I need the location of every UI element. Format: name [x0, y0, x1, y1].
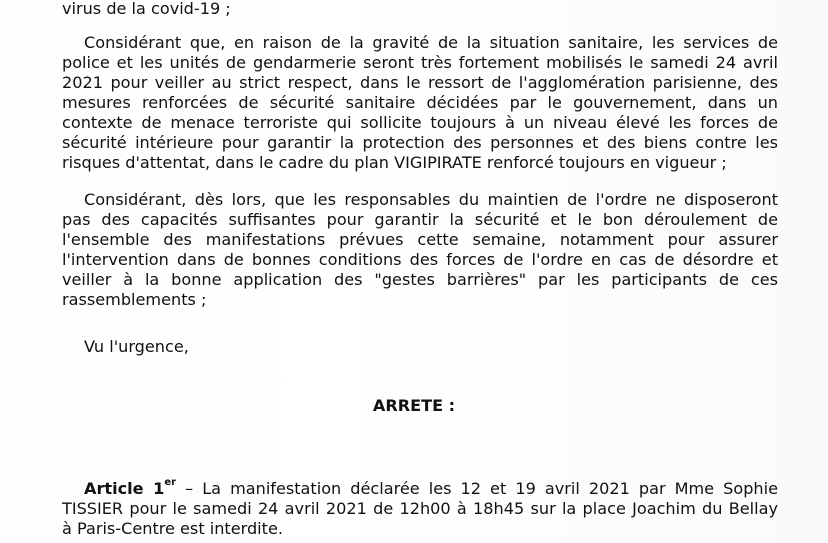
paragraph-line: l'intervention dans de bonnes conditions des forces de l'ordre en cas de désordre et — [62, 250, 778, 269]
paragraph-line: police et les unités de gendarmerie seront très fortement mobilisés le samedi 24 avril — [62, 53, 778, 72]
article-1-line-3: à Paris-Centre est interdite. — [62, 519, 283, 538]
paragraph-line: rassemblements ; — [62, 290, 207, 309]
urgency-line: Vu l'urgence, — [84, 337, 189, 356]
paragraph-line: 2021 pour veiller au strict respect, dans le ressort de l'agglomération parisienne, des — [62, 73, 778, 92]
paragraph-line: contexte de menace terroriste qui sollicite toujours à un niveau élevé les forces de — [62, 113, 778, 132]
arrete-heading: ARRETE : — [372, 396, 456, 415]
article-1-line-1 — [62, 479, 778, 499]
paragraph-line: Considérant, dès lors, que les responsables du maintien de l'ordre ne disposeront — [84, 190, 778, 209]
urgency-paragraph — [62, 337, 778, 357]
intro-fragment — [62, 0, 778, 19]
paragraph-line: veiller à la bonne application des "gestes barrières" par les participants de ces — [62, 270, 778, 289]
considerant-paragraph-1 — [62, 33, 778, 173]
paragraph-line: Considérant que, en raison de la gravité de la situation sanitaire, les services de — [84, 33, 778, 52]
paragraph-line: risques d'attentat, dans le cadre du plan VIGIPIRATE renforcé toujours en vigueur ; — [62, 153, 727, 172]
article-label-text: Article 1 — [84, 479, 165, 498]
paragraph-line: sécurité intérieure pour garantir la protection des personnes et des biens contre les — [62, 133, 778, 152]
article-1-label — [84, 479, 176, 498]
article-label-sup: er — [164, 477, 177, 488]
article-dash: – — [185, 479, 194, 498]
article-1-text: La manifestation déclarée les 12 et 19 avril 2021 par Mme Sophie — [202, 479, 778, 498]
considerant-paragraph-2 — [62, 190, 778, 310]
paragraph-line: l'ensemble des manifestations prévues cette semaine, notamment pour assurer — [62, 230, 778, 249]
intro-line: virus de la covid-19 ; — [62, 0, 231, 18]
article-1-line-2: TISSIER pour le samedi 24 avril 2021 de 12h00 à 18h45 sur la place Joachim du Bellay — [62, 499, 778, 518]
paragraph-line: pas des capacités suffisantes pour garantir la sécurité et le bon déroulement de — [62, 210, 778, 229]
article-1 — [62, 479, 778, 539]
paragraph-line: mesures renforcées de sécurité sanitaire décidées par le gouvernement, dans un — [62, 93, 778, 112]
